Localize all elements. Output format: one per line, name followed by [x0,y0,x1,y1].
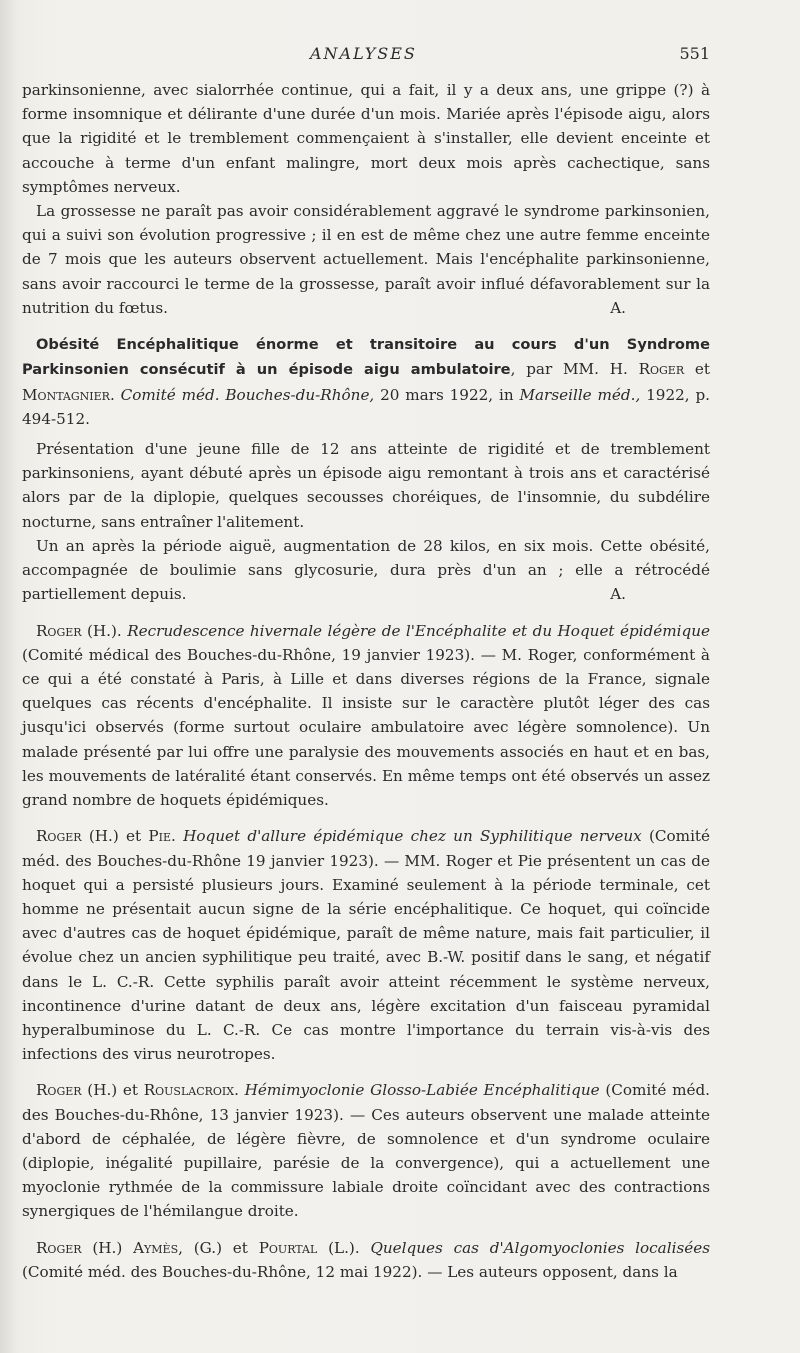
journal: Marseille méd., [519,385,641,404]
article-heading: Obésité Encéphalitique énorme et transitoire au cours d'un Syndrome Parkinsonien consécutif à un épisode aigu ambulatoire, par MM. H. Roger et Montagnier. Comité méd. Bouches-du-Rhône, 20 mars 1922, in Marseille méd., 1922, p. 494-512. [22,336,711,428]
article-title: Recrudescence hivernale légère de l'Encéphalite et du Hoquet épidémique [127,621,711,640]
author-name: Roger [36,1238,82,1257]
author-name: Pourtal [258,1238,318,1257]
article-title: Quelques cas d'Algomyoclonies localisées [370,1238,711,1257]
running-title: ANALYSES [310,44,417,63]
article-title: Hoquet d'allure épidémique chez un Syphilitique nerveux [183,827,642,846]
article-entry: Roger (H.) et Pie. Hoquet d'allure épidémique chez un Syphilitique nerveux (Comité méd. des Bouches-du-Rhône 19 janvier 1923). — MM. Roger et Pie présentent un cas de hoquet qui a persisté plusieurs jours. Examiné seulement à la période terminale, cet homme ne présentait aucun signe de la série encéphalitique. Ce hoquet, qui coïncide avec d'autres cas de hoquet épidémique, paraît de même nature, mais fait particulier, il évolue chez un ancien syphilitique peu traité, avec B.-W. positif dans le sang, et négatif dans le L. C.-R. Cette syphilis paraît avoir atteint récemment le système nerveux, incontinence d'urine datant de deux ans, légère excitation d'un faisceau pyramidal hyperalbuminose du L. C.-R. Ce cas montre l'importance du terrain vis-à-vis des infections des virus neurotropes. [22,827,711,1064]
author-name: Montagnier [22,385,110,404]
author-name: Roger [36,827,82,846]
page-header [20,44,710,68]
author-name: Roger [36,1081,82,1100]
signature: A. [610,585,626,604]
paragraph: Un an après la période aiguë, augmentation de 28 kilos, en six mois. Cette obésité, accompagnée de boulimie sans glycosurie, dura près d'un an ; elle a rétrocédé partiellement depuis. [22,536,710,604]
article-entry: Roger (H.) et Rouslacroix. Hémimyoclonie Glosso-Labiée Encéphalitique (Comité méd. des Bouches-du-Rhône, 13 janvier 1923). — Ces auteurs observent une malade atteinte d'abord de céphalée, de légère fièvre, de somnolence et d'un syndrome oculaire (diplopie, inégalité pupillaire, parésie de la convergence), qui a actuellement une myoclonie rythmée de la commissure labiale droite coïncidant avec des contractions synergiques de l'hémilangue droite. [22,1081,711,1221]
signature: A. [610,299,626,318]
author-name: Pie [148,827,171,846]
article-entry: Roger (H.). Recrudescence hivernale légère de l'Encéphalite et du Hoquet épidémique (Comité médical des Bouches-du-Rhône, 19 janvier 1923). — M. Roger, conformément à ce qui a été constaté à Paris, à Lille et dans diverses régions de la France, signale quelques cas récents d'encéphalite. Il insiste sur le caractère plutôt léger des cas jusqu'ici observés (forme surtout oculaire ambulatoire avec légère somnolence). Un malade présenté par lui offre une paralysie des mouvements associés en haut et en bas, les mouvements de latéralité étant conservés. En même temps ont été observés un assez grand nombre de hoquets épidémiques. [22,621,711,810]
author-name: Roger [638,360,685,379]
source: Comité méd. Bouches-du-Rhône, [120,385,375,404]
page-number: 551 [679,44,710,63]
paragraph: La grossesse ne paraît pas avoir considérablement aggravé le syndrome parkinsonien, qui a suivi son évolution progressive ; il en est de même chez une autre femme enceinte de 7 mois que les auteurs observent actuellement. Mais l'encéphalite parkinsonienne, sans avoir raccourci le terme de la grossesse, paraît avoir influé défavorablement sur la nutrition du fœtus. [22,202,710,317]
page-body [22,78,710,1284]
article-title: Hémimyoclonie Glosso-Labiée Encéphalitique [244,1081,600,1100]
article-title: Obésité Encéphalitique énorme et transitoire au cours d'un Syndrome Parkinsonien consécutif à un épisode aigu ambulatoire [22,336,710,379]
author-name: Aymès [133,1238,179,1257]
author-name: Roger [36,621,82,640]
paragraph: Présentation d'une jeune fille de 12 ans atteinte de rigidité et de tremblement parkinsoniens, ayant débuté après un épisode aigu remontant à trois ans et caractérisé alors par de la diplopie, quelques secousses choréiques, de l'insomnie, du subdélire nocturne, sans entraîner l'alitement. [22,440,710,531]
continued-paragraph: parkinsonienne, avec sialorrhée continue, qui a fait, il y a deux ans, une grippe (?) à forme insomnique et délirante d'une durée d'un mois. Mariée après l'épisode aigu, alors que la rigidité et le tremblement commençaient à s'installer, elle devient enceinte et accouche à terme d'un enfant malingre, mort deux mois après cachectique, sans symptômes nerveux. [22,81,710,196]
author-name: Rouslacroix [143,1081,235,1100]
article-entry: Roger (H.) Aymès, (G.) et Pourtal (L.). Quelques cas d'Algomyoclonies localisées (Comité méd. des Bouches-du-Rhône, 12 mai 1922). — Les auteurs opposent, dans la [22,1238,711,1281]
